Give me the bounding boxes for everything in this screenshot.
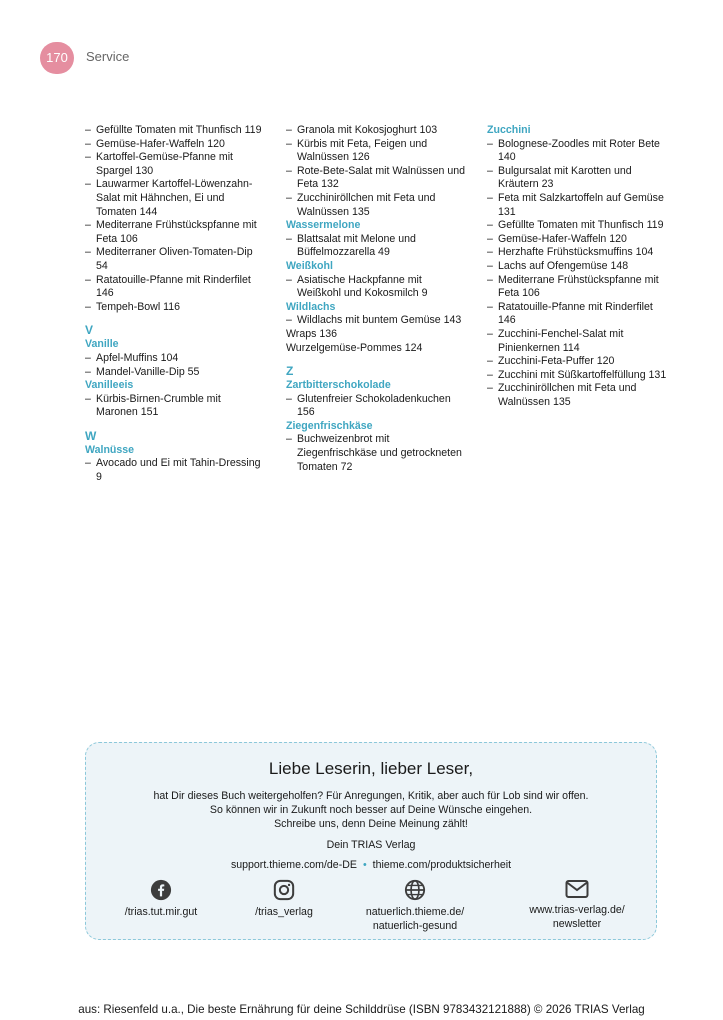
entry-dash: – <box>487 382 493 395</box>
entry-text: Apfel-Muffins 104 <box>96 351 179 364</box>
entry-text: Kürbis-Birnen-Crumble mit Maronen 151 <box>96 392 221 419</box>
entry-text: Zucchini-Feta-Puffer 120 <box>498 355 615 368</box>
entry-dash: – <box>85 219 91 232</box>
entry-text: Kartoffel-Gemüse-Pfanne mit Spargel 130 <box>96 151 233 177</box>
box-signature: Dein TRIAS Verlag <box>326 839 416 851</box>
index-entry: Wurzelgemüse-Pommes 124 <box>286 341 423 354</box>
facebook-link[interactable] <box>96 879 226 919</box>
entry-text: Feta mit Salzkartoffeln auf Gemüse 131 <box>498 191 664 218</box>
website-link[interactable] <box>350 879 480 933</box>
index-keyword: Zucchini <box>487 124 531 136</box>
index-letter: W <box>85 428 97 443</box>
index-entry <box>487 233 667 247</box>
index-entry <box>487 355 667 369</box>
entry-dash: – <box>286 137 292 150</box>
index-entry <box>487 246 667 260</box>
entry-dash: – <box>286 191 292 204</box>
facebook-handle: /trias.tut.mir.gut <box>124 906 198 918</box>
box-message <box>86 789 656 831</box>
entry-dash: – <box>286 232 292 245</box>
index-entry <box>286 192 466 219</box>
entry-dash: – <box>85 300 91 313</box>
entry-dash: – <box>286 314 292 327</box>
entry-text: Gemüse-Hafer-Waffeln 120 <box>96 137 225 150</box>
index-entry <box>85 138 265 152</box>
link-separator: • <box>362 859 367 871</box>
entry-text: Glutenfreier Schokoladenkuchen 156 <box>297 392 451 419</box>
source-footer: aus: Riesenfeld u.a., Die beste Ernährung für deine Schilddrüse (ISBN 9783432121888) © 2026 TRIAS Verlag <box>78 1003 645 1016</box>
box-title: Liebe Leserin, lieber Leser, <box>268 759 474 778</box>
entry-dash: – <box>487 246 493 259</box>
index-entry <box>487 219 667 233</box>
entry-dash: – <box>85 273 91 286</box>
entry-dash: – <box>487 219 493 232</box>
index-entry <box>487 382 667 409</box>
index-entry <box>286 165 466 192</box>
entry-text: Mandel-Vanille-Dip 55 <box>96 365 200 378</box>
entry-dash: – <box>85 351 91 364</box>
entry-text: Bolognese-Zoodles mit Roter Bete 140 <box>498 137 660 164</box>
entry-text: Ratatouille-Pfanne mit Rinderfilet 146 <box>498 300 653 327</box>
index-entry <box>286 138 466 165</box>
entry-text: Zucchini mit Süßkartoffelfüllung 131 <box>498 368 667 381</box>
website-url-line: natuerlich.thieme.de/ <box>365 906 465 918</box>
index-column-1 <box>85 124 265 485</box>
entry-text: Herzhafte Frühstücksmuffins 104 <box>498 246 654 259</box>
entry-text: Tempeh-Bowl 116 <box>96 300 181 313</box>
entry-dash: – <box>487 137 493 150</box>
entry-dash: – <box>487 300 493 313</box>
entry-dash: – <box>85 124 91 136</box>
entry-text: Avocado und Ei mit Tahin-Dressing 9 <box>96 457 261 484</box>
index-entry <box>487 138 667 165</box>
entry-dash: – <box>85 246 91 259</box>
newsletter-link[interactable] <box>512 879 642 931</box>
entry-dash: – <box>85 137 91 150</box>
entry-text: Gefüllte Tomaten mit Thunfisch 119 <box>498 219 664 232</box>
index-entry <box>487 301 667 328</box>
facebook-icon <box>150 879 172 901</box>
index-entry <box>85 151 265 178</box>
index-column-3 <box>487 124 667 409</box>
entry-text: Mediterrane Frühstückspfanne mit Feta 106 <box>96 219 257 245</box>
index-entry <box>85 124 265 138</box>
index-entry <box>85 366 265 380</box>
section-label: Service <box>86 49 130 64</box>
instagram-icon <box>273 879 295 901</box>
entry-dash: – <box>286 433 292 446</box>
entry-dash: – <box>487 327 493 340</box>
mail-icon <box>565 879 589 899</box>
index-entry <box>85 393 265 420</box>
entry-text: Mediterraner Oliven-Tomaten-Dip 54 <box>96 246 253 272</box>
entry-dash: – <box>286 392 292 405</box>
index-entry <box>286 433 466 474</box>
entry-text: Kürbis mit Feta, Feigen und Walnüssen 126 <box>297 137 428 164</box>
index-letter: V <box>85 323 94 338</box>
instagram-link[interactable] <box>219 879 349 919</box>
entry-text: Gemüse-Hafer-Waffeln 120 <box>498 232 627 245</box>
index-entry <box>487 165 667 192</box>
entry-text: Lauwarmer Kartoffel-Löwenzahn-Salat mit Hähnchen, Ei und Tomaten 144 <box>96 178 253 218</box>
entry-text: Zucchini-Fenchel-Salat mit Pinienkernen 114 <box>498 327 624 354</box>
index-entry <box>487 274 667 301</box>
index-entry <box>85 219 265 246</box>
safety-link[interactable]: thieme.com/produktsicherheit <box>372 859 512 871</box>
entry-text: Rote-Bete-Salat mit Walnüssen und Feta 132 <box>297 164 466 191</box>
index-column-2 <box>286 124 466 474</box>
entry-text: Zucchiniröllchen mit Feta und Walnüssen 135 <box>297 191 436 218</box>
entry-dash: – <box>85 392 91 405</box>
index-entry <box>85 274 265 301</box>
index-keyword: Wassermelone <box>286 219 361 232</box>
index-entry <box>487 328 667 355</box>
entry-text: Bulgursalat mit Karotten und Kräutern 23 <box>498 164 632 191</box>
index-entry <box>286 124 466 138</box>
entry-text: Ratatouille-Pfanne mit Rinderfilet 146 <box>96 273 251 300</box>
entry-dash: – <box>487 355 493 368</box>
box-message-line: So können wir in Zukunft noch besser auf Deine Wünsche eingehen. <box>209 804 533 816</box>
page-number-badge: 170 <box>40 42 74 74</box>
index-entry <box>85 301 265 315</box>
index-keyword: Walnüsse <box>85 443 135 456</box>
index-entry <box>487 192 667 219</box>
index-entry <box>286 314 466 328</box>
entry-text: Lachs auf Ofengemüse 148 <box>498 259 629 272</box>
instagram-handle: /trias_verlag <box>255 906 313 918</box>
entry-text: Buchweizenbrot mit Ziegenfrischkäse und getrockneten Tomaten 72 <box>297 433 462 473</box>
entry-dash: – <box>487 273 493 286</box>
index-entry <box>85 352 265 366</box>
index-entry <box>85 457 265 484</box>
index-entry <box>85 246 265 273</box>
entry-dash: – <box>85 457 91 470</box>
entry-dash: – <box>286 124 292 136</box>
index-keyword: Weißkohl <box>286 259 333 272</box>
index-entry <box>286 233 466 260</box>
entry-text: Asiatische Hackpfanne mit Weißkohl und Kokosmilch 9 <box>297 273 428 300</box>
index-keyword: Ziegenfrischkäse <box>286 419 373 432</box>
entry-dash: – <box>487 368 493 381</box>
support-link[interactable]: support.thieme.com/de-DE <box>230 859 357 871</box>
entry-text: Blattsalat mit Melone und Büffelmozzarella 49 <box>297 232 416 259</box>
entry-dash: – <box>85 178 91 191</box>
index-keyword: Wildlachs <box>286 300 336 313</box>
entry-dash: – <box>286 273 292 286</box>
index-entry <box>286 274 466 301</box>
entry-text: Zucchiniröllchen mit Feta und Walnüssen 135 <box>498 382 637 408</box>
box-links <box>86 859 656 871</box>
index-entry <box>286 393 466 420</box>
entry-text: Gefüllte Tomaten mit Thunfisch 119 <box>96 124 262 136</box>
entry-text: Mediterrane Frühstückspfanne mit Feta 106 <box>498 273 659 300</box>
index-keyword: Vanille <box>85 338 119 351</box>
entry-dash: – <box>85 365 91 378</box>
entry-dash: – <box>487 259 493 272</box>
box-message-line: Schreibe uns, denn Deine Meinung zählt! <box>274 818 468 830</box>
entry-dash: – <box>487 232 493 245</box>
index-letter: Z <box>286 364 294 379</box>
index-keyword: Vanilleeis <box>85 379 134 392</box>
index-entry <box>487 260 667 274</box>
index-keyword: Zartbitterschokolade <box>286 379 391 392</box>
entry-dash: – <box>85 151 91 164</box>
website-url-line: natuerlich-gesund <box>372 920 458 932</box>
entry-dash: – <box>487 191 493 204</box>
entry-dash: – <box>286 164 292 177</box>
reader-feedback-box <box>85 742 657 940</box>
box-message-line: hat Dir dieses Buch weitergeholfen? Für Anregungen, Kritik, aber auch für Lob sind wir offen. <box>153 790 589 802</box>
entry-text: Wildlachs mit buntem Gemüse 143 <box>297 314 462 327</box>
index-entry: Wraps 136 <box>286 327 338 340</box>
index-entry <box>85 178 265 219</box>
index-entry <box>487 369 667 383</box>
globe-icon <box>404 879 426 901</box>
entry-text: Granola mit Kokosjoghurt 103 <box>297 124 438 136</box>
entry-dash: – <box>487 164 493 177</box>
newsletter-url-line: www.trias-verlag.de/ <box>529 904 625 916</box>
newsletter-url-line: newsletter <box>552 918 602 930</box>
